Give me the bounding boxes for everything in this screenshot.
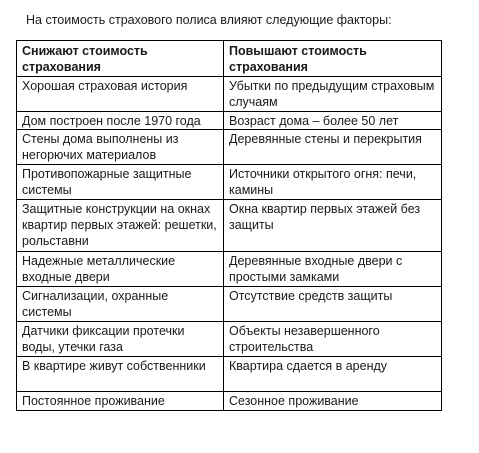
increase-factor-cell: Источники открытого огня: печи, камины xyxy=(224,165,442,200)
table-row xyxy=(17,200,442,252)
decrease-factor-cell: Сигнализации, охранные системы xyxy=(17,287,224,322)
table-row xyxy=(17,130,442,165)
decrease-factor-cell: Защитные конструкции на окнах квартир первых этажей: решетки, рольставни xyxy=(17,200,224,252)
decrease-factor-cell: В квартире живут собственники xyxy=(17,357,224,392)
table-row xyxy=(17,322,442,357)
increase-factor-cell: Деревянные входные двери с простыми замками xyxy=(224,252,442,287)
table-row xyxy=(17,392,442,411)
increase-factor-cell: Деревянные стены и перекрытия xyxy=(224,130,442,165)
decrease-factor-cell: Хорошая страховая история xyxy=(17,77,224,112)
decrease-factor-cell: Постоянное проживание xyxy=(17,392,224,411)
decrease-factor-cell: Стены дома выполнены из негорючих материалов xyxy=(17,130,224,165)
decrease-factor-cell: Датчики фиксации протечки воды, утечки газа xyxy=(17,322,224,357)
increase-factor-cell: Квартира сдается в аренду xyxy=(224,357,442,392)
table-row xyxy=(17,357,442,392)
increase-factor-cell: Убытки по предыдущим страховым случаям xyxy=(224,77,442,112)
header-decrease-cost: Снижают стоимость страхования xyxy=(17,41,224,77)
table-row xyxy=(17,252,442,287)
insurance-factors-table xyxy=(16,40,442,411)
table-row xyxy=(17,287,442,322)
table-row xyxy=(17,165,442,200)
increase-factor-cell: Окна квартир первых этажей без защиты xyxy=(224,200,442,252)
table-header-row xyxy=(17,41,442,77)
increase-factor-cell: Сезонное проживание xyxy=(224,392,442,411)
increase-factor-cell: Возраст дома – более 50 лет xyxy=(224,112,442,130)
decrease-factor-cell: Дом построен после 1970 года xyxy=(17,112,224,130)
increase-factor-cell: Объекты незавершенного строительства xyxy=(224,322,442,357)
header-increase-cost: Повышают стоимость страхования xyxy=(224,41,442,77)
table-row xyxy=(17,77,442,112)
table-row xyxy=(17,112,442,130)
intro-text: На стоимость страхового полиса влияют следующие факторы: xyxy=(26,13,392,27)
increase-factor-cell: Отсутствие средств защиты xyxy=(224,287,442,322)
decrease-factor-cell: Противопожарные защитные системы xyxy=(17,165,224,200)
decrease-factor-cell: Надежные металлические входные двери xyxy=(17,252,224,287)
